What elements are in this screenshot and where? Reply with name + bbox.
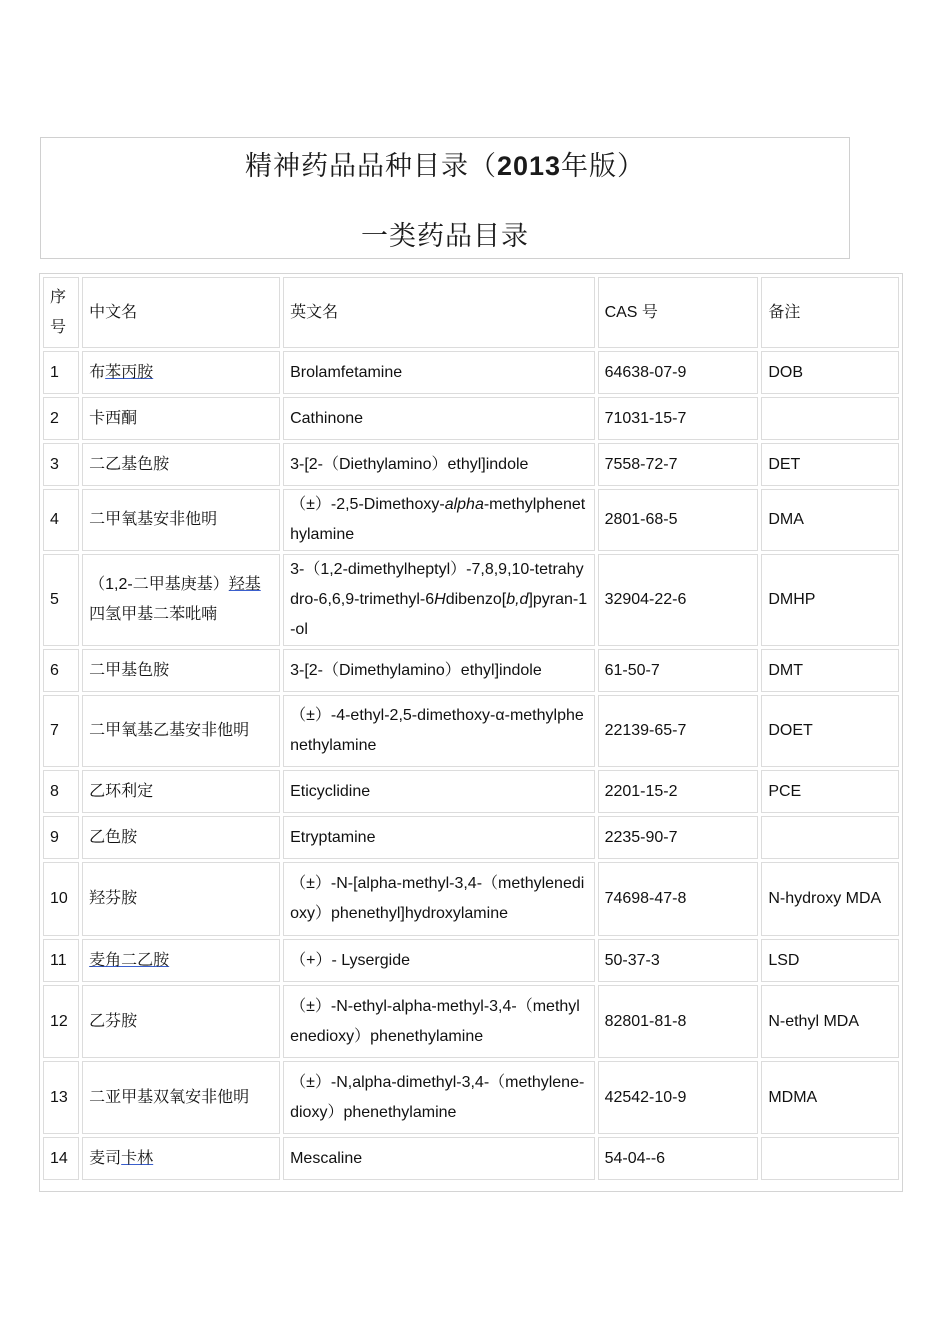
english-name: （+）- Lysergide — [283, 939, 594, 982]
note — [761, 397, 899, 440]
table-row — [43, 695, 899, 767]
table-row — [43, 939, 899, 982]
note: DOB — [761, 351, 899, 394]
chinese-name — [82, 939, 280, 982]
header-no: 序号 — [43, 277, 79, 348]
english-name-text: 3-（1,2-dimethylheptyl）-7,8,9,10-tetrahydro-6,6,9-trimethyl-6 — [290, 561, 584, 608]
chinese-name — [82, 695, 280, 767]
chinese-name-link[interactable]: 麦角二乙胺 — [89, 951, 170, 969]
cas-number: 64638-07-9 — [598, 351, 759, 394]
header-note: 备注 — [761, 277, 899, 348]
cas-number: 74698-47-8 — [598, 862, 759, 936]
english-name-text: （±）-2,5-Dimethoxy- — [290, 496, 445, 513]
english-name: 3-[2-（Dimethylamino）ethyl]indole — [283, 649, 594, 692]
english-name: （±）-N-[alpha-methyl-3,4-（methylenedioxy）phenethyl]hydroxylamine — [283, 862, 594, 936]
drug-table-container — [39, 273, 903, 1192]
table-row — [43, 554, 899, 646]
chinese-name — [82, 862, 280, 936]
note: DMT — [761, 649, 899, 692]
table-row — [43, 397, 899, 440]
english-name-text: dibenzo[ — [445, 591, 507, 608]
note: DOET — [761, 695, 899, 767]
cas-number: 71031-15-7 — [598, 397, 759, 440]
table-header-row — [43, 277, 899, 348]
chinese-name-link[interactable]: 苯丙胺 — [105, 363, 154, 381]
chinese-name-text: 卡西酮 — [89, 409, 138, 427]
chinese-name-link[interactable]: 羟基 — [228, 576, 261, 593]
cas-number: 7558-72-7 — [598, 443, 759, 486]
row-number: 5 — [43, 554, 79, 646]
chinese-name — [82, 351, 280, 394]
chinese-name — [82, 770, 280, 813]
table-row — [43, 1137, 899, 1180]
header-cas-label: CAS 号 — [604, 303, 658, 321]
row-number: 11 — [43, 939, 79, 982]
chinese-name — [82, 443, 280, 486]
row-number: 9 — [43, 816, 79, 859]
note: PCE — [761, 770, 899, 813]
cas-number: 2801-68-5 — [598, 489, 759, 551]
row-number: 12 — [43, 985, 79, 1058]
english-name: 3-[2-（Diethylamino）ethyl]indole — [283, 443, 594, 486]
title-suffix: 年版） — [561, 151, 646, 182]
header-cn-name: 中文名 — [82, 277, 280, 348]
chinese-name-text: 乙环利定 — [89, 782, 154, 800]
table-row — [43, 443, 899, 486]
chinese-name-text: 二亚甲基双氧安非他明 — [89, 1088, 250, 1106]
chinese-name-text: 乙芬胺 — [89, 1012, 138, 1030]
table-row — [43, 770, 899, 813]
row-number: 13 — [43, 1061, 79, 1134]
english-name-text: -methylphenethylamine — [290, 496, 586, 543]
title-year: 2013 — [496, 151, 562, 181]
chinese-name-text: 羟芬胺 — [89, 890, 138, 907]
title-prefix: 精神药品品种目录（ — [244, 151, 497, 182]
section-title: 一类药品目录 — [361, 221, 529, 252]
cas-number: 82801-81-8 — [598, 985, 759, 1058]
english-name — [283, 489, 594, 551]
cas-number: 50-37-3 — [598, 939, 759, 982]
cas-number: 61-50-7 — [598, 649, 759, 692]
chinese-name-text: （1,2-二甲基庚基） — [89, 576, 229, 593]
english-name: Etryptamine — [283, 816, 594, 859]
table-row — [43, 985, 899, 1058]
header-en-name: 英文名 — [283, 277, 594, 348]
chinese-name-text: 布 — [89, 363, 106, 381]
note: DMA — [761, 489, 899, 551]
chinese-name-text: 四氢甲基二苯吡喃 — [89, 606, 218, 623]
chinese-name — [82, 397, 280, 440]
note: N-hydroxy MDA — [761, 862, 899, 936]
drug-table — [40, 274, 902, 1183]
row-number: 4 — [43, 489, 79, 551]
chinese-name-link[interactable]: 卡林 — [121, 1149, 154, 1167]
row-number: 7 — [43, 695, 79, 767]
english-name: （±）-4-ethyl-2,5-dimethoxy-α-methylphenethylamine — [283, 695, 594, 767]
chinese-name-text: 二乙基色胺 — [89, 455, 170, 473]
chinese-name — [82, 1061, 280, 1134]
row-number: 3 — [43, 443, 79, 486]
title-box — [40, 137, 850, 259]
english-name-italic: b,d — [506, 591, 529, 608]
table-row — [43, 1061, 899, 1134]
row-number: 8 — [43, 770, 79, 813]
chinese-name — [82, 489, 280, 551]
chinese-name-text: 二甲氧基安非他明 — [89, 511, 218, 528]
chinese-name — [82, 649, 280, 692]
table-row — [43, 351, 899, 394]
english-name — [283, 554, 594, 646]
cas-number: 54-04--6 — [598, 1137, 759, 1180]
document-title — [41, 144, 849, 183]
cas-number: 42542-10-9 — [598, 1061, 759, 1134]
english-name-text: ]pyran-1-ol — [290, 591, 588, 638]
english-name: Cathinone — [283, 397, 594, 440]
table-row — [43, 489, 899, 551]
english-name: Brolamfetamine — [283, 351, 594, 394]
english-name: （±）-N-ethyl-alpha-methyl-3,4-（methylenedioxy）phenethylamine — [283, 985, 594, 1058]
chinese-name-text: 二甲基色胺 — [89, 661, 170, 679]
note: LSD — [761, 939, 899, 982]
table-row — [43, 649, 899, 692]
note — [761, 1137, 899, 1180]
english-name: （±）-N,alpha-dimethyl-3,4-（methylene-dioxy）phenethylamine — [283, 1061, 594, 1134]
cas-number: 32904-22-6 — [598, 554, 759, 646]
english-name-italic: H — [434, 591, 446, 608]
header-cas — [598, 277, 759, 348]
chinese-name-text: 乙色胺 — [89, 828, 138, 846]
table-row — [43, 816, 899, 859]
chinese-name-text: 二甲氧基乙基安非他明 — [89, 722, 250, 739]
cas-number: 22139-65-7 — [598, 695, 759, 767]
row-number: 6 — [43, 649, 79, 692]
row-number: 2 — [43, 397, 79, 440]
chinese-name — [82, 1137, 280, 1180]
row-number: 10 — [43, 862, 79, 936]
note: DMHP — [761, 554, 899, 646]
cas-number: 2201-15-2 — [598, 770, 759, 813]
table-row — [43, 862, 899, 936]
row-number: 14 — [43, 1137, 79, 1180]
english-name: Eticyclidine — [283, 770, 594, 813]
note — [761, 816, 899, 859]
chinese-name — [82, 985, 280, 1058]
note: DET — [761, 443, 899, 486]
chinese-name — [82, 554, 280, 646]
cas-number: 2235-90-7 — [598, 816, 759, 859]
english-name: Mescaline — [283, 1137, 594, 1180]
note: N-ethyl MDA — [761, 985, 899, 1058]
english-name-italic: alpha — [444, 496, 484, 513]
chinese-name — [82, 816, 280, 859]
note: MDMA — [761, 1061, 899, 1134]
row-number: 1 — [43, 351, 79, 394]
chinese-name-text: 麦司 — [89, 1149, 122, 1167]
